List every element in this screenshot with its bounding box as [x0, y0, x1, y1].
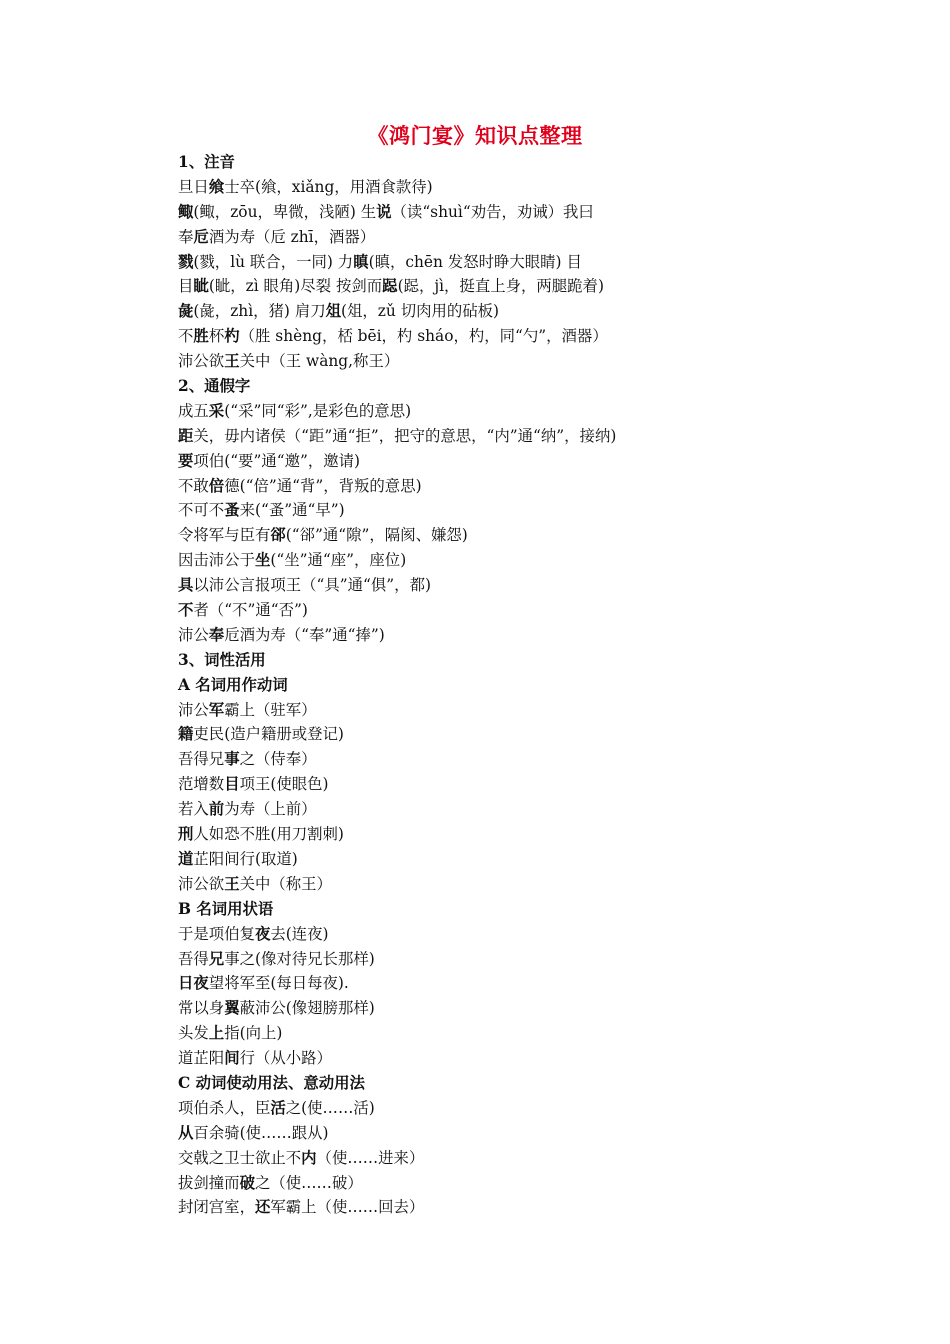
text-segment: 去(连夜) [270, 924, 329, 943]
text-segment: 项伯(“要”通“邀”，邀请) [193, 451, 361, 470]
text-segment: (“郤”通“隙”，隔阂、嫌怨) [285, 526, 468, 545]
bold-term: 坐 [254, 551, 271, 570]
text-line [178, 1096, 798, 1121]
text-segment: (“坐”通“座”，座位) [270, 551, 407, 570]
text-segment: 行（从小路） [239, 1049, 332, 1068]
text-line [178, 698, 798, 723]
text-segment: 沛公欲 [178, 352, 225, 371]
text-line [178, 922, 798, 947]
bold-term: 日夜 [178, 974, 209, 993]
text-line [178, 1171, 798, 1196]
bold-term: 距 [178, 426, 194, 445]
text-line [178, 772, 798, 797]
bold-term: 王 [224, 352, 240, 371]
section-heading [178, 374, 798, 399]
section-heading [178, 648, 798, 673]
text-segment: 成五 [178, 401, 209, 420]
page-title: 《鸿门宴》知识点整理 [367, 123, 583, 148]
text-line [178, 274, 798, 299]
bold-term: A 名词用作动词 [178, 675, 288, 694]
text-segment: 百余骑(使……跟从) [193, 1123, 329, 1142]
text-segment: 来(“蚤”通“早”) [239, 501, 345, 520]
text-segment: 拔剑撞而 [178, 1173, 240, 1192]
text-line [178, 324, 798, 349]
section-heading [178, 150, 798, 175]
text-line [178, 1046, 798, 1071]
text-segment: 关中（称王） [239, 874, 332, 893]
bold-term: 飨 [208, 177, 225, 196]
text-segment: 不 [178, 327, 194, 346]
bold-term: 2、通假字 [178, 377, 251, 396]
bold-term: 彘 [178, 302, 194, 321]
bold-term: 鲰 [178, 202, 194, 221]
text-segment: 因击沛公于 [178, 551, 255, 570]
text-line [178, 424, 798, 449]
text-segment: 项伯杀人，臣 [178, 1098, 271, 1117]
text-line [178, 872, 798, 897]
text-segment: 为寿（上前） [224, 800, 317, 819]
text-segment: 军霸上（使……回去） [270, 1198, 425, 1217]
bold-term: C 动词使动用法、意动用法 [178, 1073, 365, 1092]
text-segment: 吾得兄 [178, 750, 225, 769]
text-line [178, 996, 798, 1021]
text-line [178, 399, 798, 424]
bold-term: 俎 [325, 302, 342, 321]
bold-term: 籍 [178, 725, 194, 744]
text-segment: (跽，jì，挺直上身，两腿跪着) [397, 277, 604, 296]
bold-term: B 名词用状语 [178, 899, 274, 918]
text-line [178, 474, 798, 499]
text-line [178, 175, 798, 200]
text-line [178, 822, 798, 847]
bold-term: 目 [224, 775, 240, 794]
text-segment: 士卒(飨，xiǎng，用酒食款待) [224, 177, 433, 196]
text-line [178, 349, 798, 374]
text-segment: 不敢 [178, 476, 209, 495]
text-segment: 交戟之卫士欲止不 [178, 1148, 302, 1167]
text-line [178, 598, 798, 623]
text-line [178, 225, 798, 250]
text-segment: 沛公欲 [178, 874, 225, 893]
bold-term: 上 [208, 1024, 225, 1043]
text-segment: 吾得 [178, 949, 209, 968]
text-line [178, 847, 798, 872]
text-segment: （读“shuì“劝告，劝诫）我曰 [391, 202, 594, 221]
text-segment: 于是项伯复 [178, 924, 255, 943]
bold-term: 采 [208, 401, 225, 420]
text-segment: (眦，zì 眼角)尽裂 按剑而 [208, 277, 383, 296]
text-segment: 以沛公言报项王（“具”通“俱”，都) [193, 576, 431, 595]
text-line [178, 1146, 798, 1171]
bold-term: 事 [224, 750, 240, 769]
bold-term: 前 [208, 800, 225, 819]
text-segment: 封闭宫室， [178, 1198, 255, 1217]
text-segment: 事之(像对待兄长那样) [224, 949, 375, 968]
bold-term: 1、注音 [178, 153, 235, 171]
text-segment: 令将军与臣有 [178, 526, 271, 545]
section-heading [178, 897, 798, 922]
bold-term: 从 [178, 1123, 194, 1142]
bold-term: 奉 [208, 625, 225, 644]
text-line [178, 747, 798, 772]
bold-term: 王 [224, 874, 240, 893]
bold-term: 3、词性活用 [178, 650, 266, 669]
text-segment: 酒为寿（卮 zhī，酒器） [208, 227, 376, 246]
text-segment: (彘，zhì，猪) 肩刀 [193, 302, 326, 321]
text-segment: 蔽沛公(像翅膀那样) [239, 999, 375, 1018]
text-segment: 若入 [178, 800, 209, 819]
text-line [178, 797, 798, 822]
text-line [178, 1195, 798, 1220]
bold-term: 胜 [193, 327, 209, 346]
text-line [178, 1021, 798, 1046]
bold-term: 翼 [224, 999, 240, 1018]
text-line [178, 523, 798, 548]
text-segment: 旦日 [178, 177, 209, 196]
bold-term: 兄 [208, 949, 225, 968]
bold-term: 道 [178, 849, 194, 868]
text-segment: (“采”同“彩”,是彩色的意思) [224, 401, 412, 420]
bold-term: 间 [224, 1049, 240, 1068]
text-segment: (戮，lù 联合，一同) 力 [193, 252, 354, 271]
text-line [178, 250, 798, 275]
text-line [178, 498, 798, 523]
text-line [178, 573, 798, 598]
text-line [178, 299, 798, 324]
text-line [178, 623, 798, 648]
bold-term: 夜 [254, 924, 271, 943]
bold-term: 活 [270, 1098, 286, 1117]
text-segment: 霸上（驻军） [224, 700, 317, 719]
text-segment: (俎，zǔ 切肉用的砧板) [341, 302, 500, 321]
text-segment: (鲰，zōu，卑微，浅陋) 生 [193, 202, 377, 221]
text-segment: 项王(使眼色) [239, 775, 329, 794]
bold-term: 瞋 [353, 252, 369, 271]
text-segment: （胜 shèng，桮 bēi，杓 sháo，杓，同“勺”，酒器） [239, 327, 608, 346]
bold-term: 军 [208, 700, 225, 719]
bold-term: 倍 [208, 476, 225, 495]
text-line [178, 971, 798, 996]
text-segment: 指(向上) [224, 1024, 283, 1043]
text-line [178, 200, 798, 225]
text-line [178, 947, 798, 972]
text-segment: 者（“不”通“否”) [193, 601, 308, 620]
text-line [178, 548, 798, 573]
text-segment: 沛公 [178, 625, 209, 644]
text-segment: 沛公 [178, 700, 209, 719]
section-heading [178, 673, 798, 698]
bold-term: 卮 [193, 227, 209, 246]
text-segment: 杯 [208, 327, 225, 346]
text-segment: 目 [178, 277, 194, 296]
text-segment: 关中（王 wàng,称王） [239, 352, 400, 371]
bold-term: 戮 [178, 252, 194, 271]
text-segment: 人如恐不胜(用刀割刺) [193, 825, 344, 844]
bold-term: 还 [254, 1198, 271, 1217]
bold-term: 刑 [178, 825, 194, 844]
text-segment: 吏民(造户籍册或登记) [193, 725, 344, 744]
bold-term: 跽 [382, 277, 398, 296]
bold-term: 眦 [193, 277, 209, 296]
text-segment: 德(“倍”通“背”，背叛的意思) [224, 476, 422, 495]
bold-term: 蚤 [224, 501, 240, 520]
text-segment: 不可不 [178, 501, 225, 520]
text-segment: 望将军至(每日每夜). [208, 974, 349, 993]
text-segment: 芷阳间行(取道) [193, 849, 298, 868]
text-line [178, 722, 798, 747]
text-segment: 关，毋内诸侯（“距”通“拒”，把守的意思，“内”通“纳”，接纳) [193, 426, 617, 445]
bold-term: 具 [178, 576, 194, 595]
text-segment: 常以身 [178, 999, 225, 1018]
bold-term: 不 [178, 601, 194, 620]
text-segment: 奉 [178, 227, 194, 246]
bold-term: 郤 [270, 526, 286, 545]
text-segment: 之（使……破） [254, 1173, 363, 1192]
bold-term: 内 [301, 1148, 317, 1167]
bold-term: 要 [178, 451, 194, 470]
text-segment: 范增数 [178, 775, 225, 794]
text-segment: 卮酒为寿（“奉”通“捧”) [224, 625, 385, 644]
text-segment: 之（侍奉） [239, 750, 317, 769]
text-line [178, 449, 798, 474]
document-body [178, 150, 798, 1220]
section-heading [178, 1071, 798, 1096]
bold-term: 说 [376, 202, 392, 221]
text-segment: 头发 [178, 1024, 209, 1043]
bold-term: 破 [239, 1173, 255, 1192]
text-segment: （使……进来） [316, 1148, 425, 1167]
text-segment: 之(使……活) [285, 1098, 375, 1117]
bold-term: 杓 [224, 327, 240, 346]
text-segment: (瞋，chēn 发怒时睁大眼睛) 目 [368, 252, 582, 271]
text-line [178, 1121, 798, 1146]
text-segment: 道芷阳 [178, 1049, 225, 1068]
